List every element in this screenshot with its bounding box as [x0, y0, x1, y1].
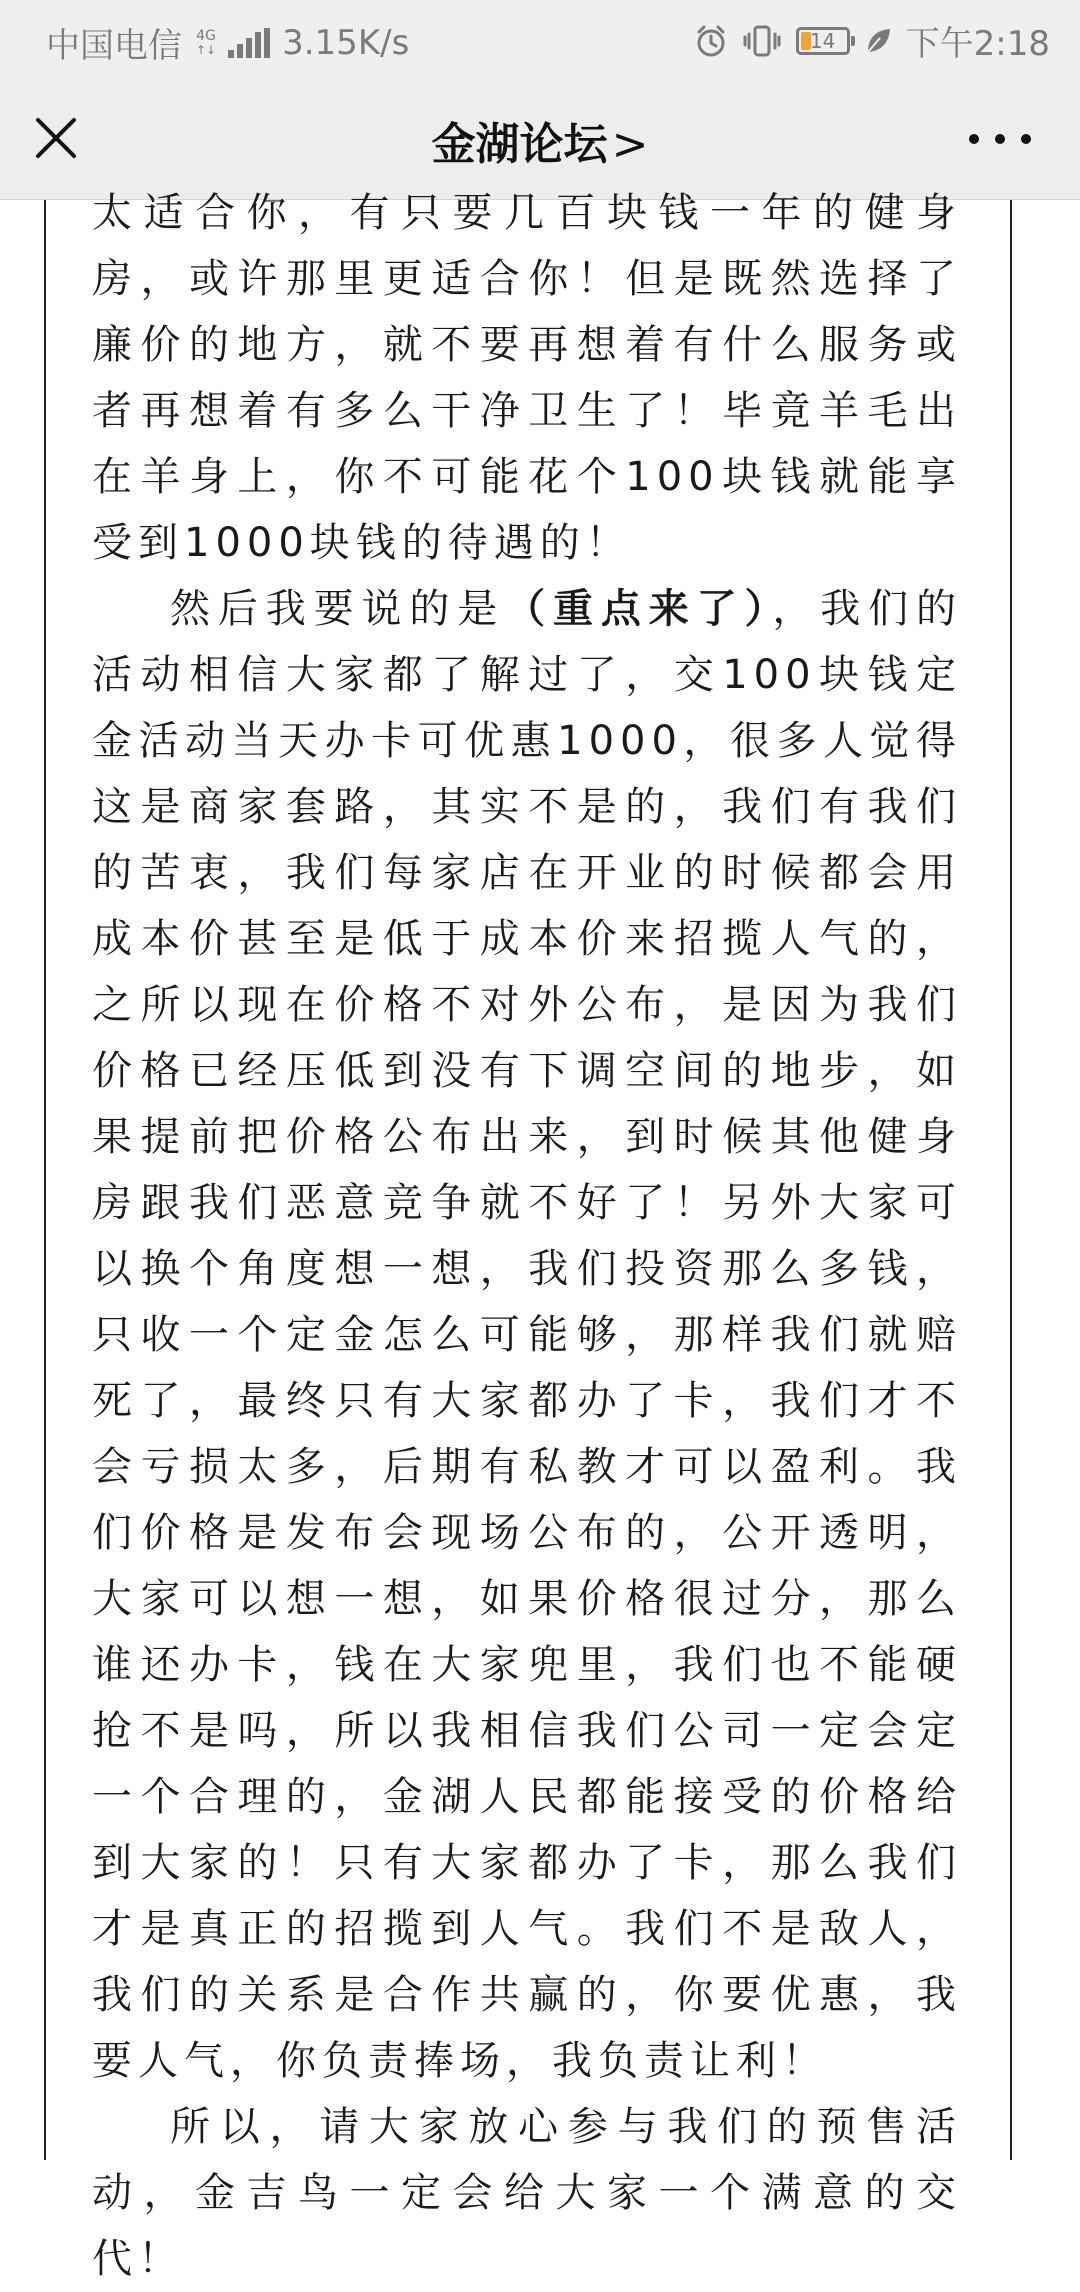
- battery-level: 14: [809, 28, 836, 53]
- page-title-text: 金湖论坛: [431, 119, 608, 170]
- paragraph-2: [92, 576, 962, 2094]
- paragraph-3: 所以，请大家放心参与我们的预售活动，金吉鸟一定会给大家一个满意的交代！: [92, 2104, 962, 2282]
- paragraph-1: 太适合你，有只要几百块钱一年的健身房，或许那里更适合你！但是既然选择了廉价的地方，就不要再想着有什么服务或者再想着有多么干净卫生了！毕竟羊毛出在羊身上，你不可能花个100块钱就能享受到1000块钱的待遇的！: [92, 190, 962, 566]
- network-type-icon: [196, 29, 216, 57]
- article-body: [92, 180, 962, 2292]
- article-content[interactable]: [0, 190, 1080, 2282]
- paragraph-2-intro: 然后我要说的是: [170, 586, 506, 632]
- border-line-right: [1010, 200, 1012, 2160]
- carrier-label: 中国电信: [46, 26, 182, 66]
- status-right: [694, 16, 1050, 65]
- vibrate-icon: [742, 24, 782, 58]
- signal-strength-icon: [228, 28, 270, 58]
- highlight-text: （重点来了）: [505, 586, 773, 632]
- alarm-icon: [694, 24, 728, 58]
- border-line-left: [44, 200, 46, 2160]
- chevron-right-icon: >: [611, 119, 649, 170]
- more-options-icon[interactable]: [960, 124, 1040, 154]
- status-left: [46, 18, 409, 67]
- page-title[interactable]: [0, 108, 1080, 172]
- network-speed: 3.15K/s: [282, 22, 410, 63]
- battery-icon: [796, 27, 850, 55]
- clock: 下午2:18: [905, 24, 1050, 64]
- status-bar: [0, 0, 1080, 76]
- paragraph-2-body: ，我们的活动相信大家都了解过了，交100块钱定金活动当天办卡可优惠1000，很多人觉得这是商家套路，其实不是的，我们有我们的苦衷，我们每家店在开业的时候都会用成本价甚至是低于成本价来招揽人气的，之所以现在价格不对外公布，是因为我们价格已经压低到没有下调空间的地步，如果提前把价格公布出来，到时候其他健身房跟我们恶意竞争就不好了！另外大家可以换个角度想一想，我们投资那么多钱，只收一个定金怎么可能够，那样我们就赔死了，最终只有大家都办了卡，我们才不会亏损太多，后期有私教才可以盈利。我们价格是发布会现场公布的，公开透明，大家可以想一想，如果价格很过分，那么谁还办卡，钱在大家兜里，我们也不能硬抢不是吗，所以我相信我们公司一定会定一个合理的，金湖人民都能接受的价格给到大家的！只有大家都办了卡，那么我们才是真正的招揽到人气。我们不是敌人，我们的关系是合作共赢的，你要优惠，我要人气，你负责捧场，我负责让利！: [92, 586, 962, 2084]
- network-type-label: 4G: [196, 27, 216, 44]
- data-arrows-icon: ↑↓: [196, 42, 217, 57]
- leaf-icon: [864, 26, 892, 56]
